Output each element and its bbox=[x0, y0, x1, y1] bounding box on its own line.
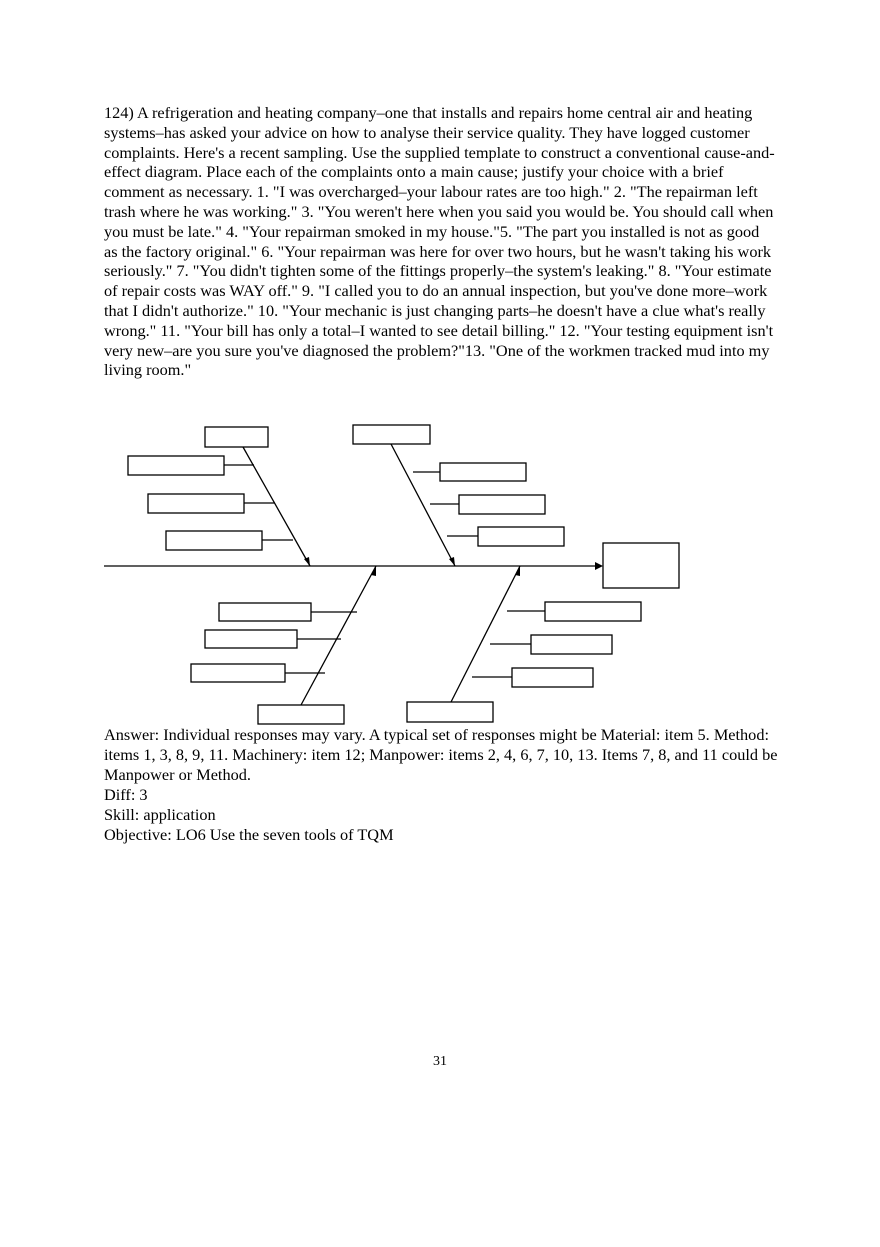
difficulty: Diff: 3 bbox=[104, 785, 148, 804]
cause-box bbox=[407, 702, 493, 722]
question-text: 124) A refrigeration and heating company–one that installs and repairs home central air and heating systems–has asked your advice on how to analyse their service quality. They have logged customer complaints. Here's a recent sampling. Use the supplied template to construct a conventional cause-and-effect diagram. Place each of the complaints onto a main cause; justify your choice with a brief comment as necessary. 1. "I was overcharged–your labour rates are too high." 2. "The repairman left trash where he was working." 3. "You weren't here when you said you would be. You should call when you must be late." 4. "Your repairman smoked in my house."5. "The part you installed is not as good as the factory original." 6. "Your repairman was here for over two hours, but he wasn't taking his work seriously." 7. "You didn't tighten some of the fittings properly–the system's leaking." 8. "Your estimate of repair costs was WAY off." 9. "I called you to do an annual inspection, but you've done more–work that I didn't authorize." 10. "Your mechanic is just changing parts–he doesn't have a clue what's really wrong." 11. "Your bill has only a total–I wanted to see detail billing." 12. "Your testing equipment isn't very new–are you sure you've diagnosed the problem?"13. "One of the workmen tracked mud into my living room." bbox=[104, 103, 775, 380]
sub-cause-box bbox=[128, 456, 224, 475]
bone-lower-right bbox=[451, 566, 520, 702]
sub-cause-box bbox=[205, 630, 297, 648]
bone-lower-left bbox=[301, 566, 376, 705]
sub-cause-box bbox=[166, 531, 262, 550]
sub-cause-box bbox=[148, 494, 244, 513]
sub-cause-box bbox=[531, 635, 612, 654]
bone-upper-right bbox=[391, 444, 455, 566]
sub-cause-box bbox=[440, 463, 526, 481]
sub-cause-box bbox=[512, 668, 593, 687]
page-number: 31 bbox=[433, 1054, 447, 1069]
objective: Objective: LO6 Use the seven tools of TQM bbox=[104, 825, 394, 844]
answer-block bbox=[104, 725, 784, 845]
effect-box bbox=[603, 543, 679, 588]
sub-cause-box bbox=[219, 603, 311, 621]
spine-arrowhead bbox=[595, 562, 603, 570]
sub-cause-box bbox=[478, 527, 564, 546]
skill: Skill: application bbox=[104, 805, 216, 824]
sub-cause-box bbox=[459, 495, 545, 514]
sub-cause-box bbox=[545, 602, 641, 621]
cause-box bbox=[205, 427, 268, 447]
answer-text: Answer: Individual responses may vary. A typical set of responses might be Material: item 5. Method: items 1, 3, 8, 9, 11. Machinery: item 12; Manpower: items 2, 4, 6, 7, 10, 13. Items 7, 8, and 11 could be Manpower or Method. bbox=[104, 725, 778, 784]
cause-box bbox=[353, 425, 430, 444]
sub-cause-box bbox=[191, 664, 285, 682]
cause-box bbox=[258, 705, 344, 724]
